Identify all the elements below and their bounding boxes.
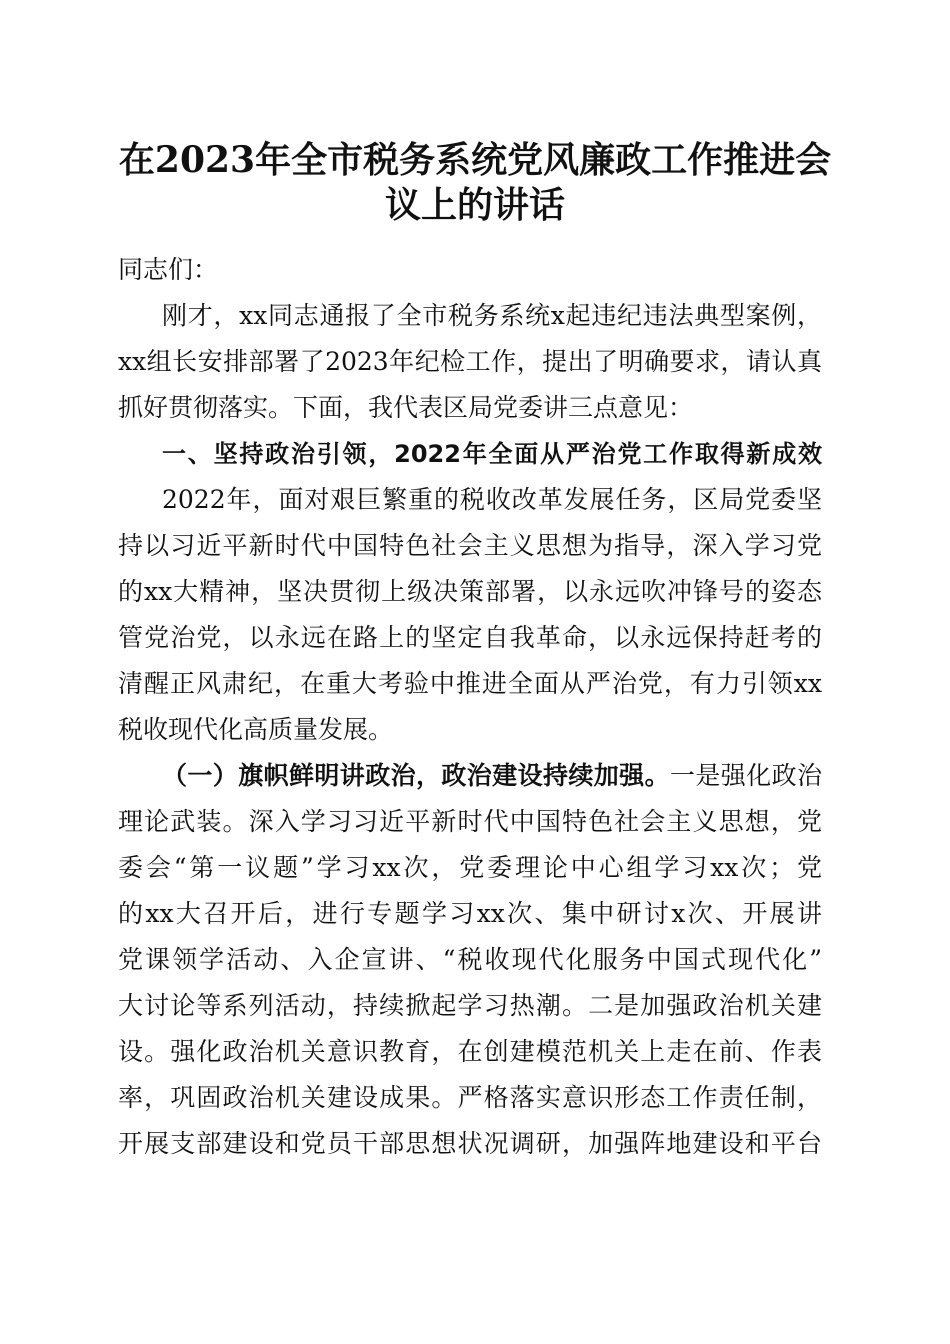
paragraph-line: xx组长安排部署了2023年纪检工作，提出了明确要求，请认真 bbox=[118, 347, 822, 376]
paragraph-line: 委会“第一议题”学习xx次，党委理论中心组学习xx次；党 bbox=[118, 853, 822, 882]
paragraph-line: 的xx大精神，坚决贯彻上级决策部署，以永远吹冲锋号的姿态 bbox=[118, 577, 822, 606]
section-heading: 一、坚持政治引领，2022年全面从严治党工作取得新成效 bbox=[162, 440, 822, 468]
paragraph-line: 2022年，面对艰巨繁重的税收改革发展任务，区局党委坚 bbox=[162, 485, 822, 514]
paragraph-line: 党课领学活动、入企宣讲、“税收现代化服务中国式现代化” bbox=[118, 945, 822, 974]
paragraph-line: 清醒正风肃纪，在重大考验中推进全面从严治党，有力引领xx bbox=[118, 669, 822, 698]
document-title-line-2: 议上的讲话 bbox=[384, 184, 565, 226]
salutation: 同志们： bbox=[118, 255, 219, 284]
paragraph-line: 设。强化政治机关意识教育，在创建模范机关上走在前、作表 bbox=[118, 1037, 822, 1066]
document-body bbox=[118, 247, 822, 1167]
paragraph-line: 持以习近平新时代中国特色社会主义思想为指导，深入学习党 bbox=[118, 531, 822, 560]
paragraph-line: 的xx大召开后，进行专题学习xx次、集中研讨x次、开展讲 bbox=[118, 899, 822, 928]
paragraph-line: 管党治党，以永远在路上的坚定自我革命，以永远保持赶考的 bbox=[118, 623, 822, 652]
subheading: （一）旗帜鲜明讲政治，政治建设持续加强。 bbox=[162, 761, 670, 790]
paragraph-line: 理论武装。深入学习习近平新时代中国特色社会主义思想，党 bbox=[118, 807, 822, 836]
paragraph-line: 大讨论等系列活动，持续掀起学习热潮。二是加强政治机关建 bbox=[118, 991, 822, 1020]
paragraph-line: 开展支部建设和党员干部思想状况调研，加强阵地建设和平台 bbox=[118, 1129, 822, 1158]
paragraph-line: 抓好贯彻落实。下面，我代表区局党委讲三点意见： bbox=[118, 393, 694, 422]
paragraph-text: 一是强化政治 bbox=[669, 761, 822, 790]
paragraph-line bbox=[118, 753, 822, 799]
paragraph-line: 率，巩固政治机关建设成果。严格落实意识形态工作责任制， bbox=[118, 1083, 822, 1112]
paragraph-line: 税收现代化高质量发展。 bbox=[118, 715, 394, 744]
paragraph-line: 刚才，xx同志通报了全市税务系统x起违纪违法典型案例， bbox=[162, 301, 822, 330]
document-title-line-1: 在2023年全市税务系统党风廉政工作推进会 bbox=[118, 139, 832, 181]
